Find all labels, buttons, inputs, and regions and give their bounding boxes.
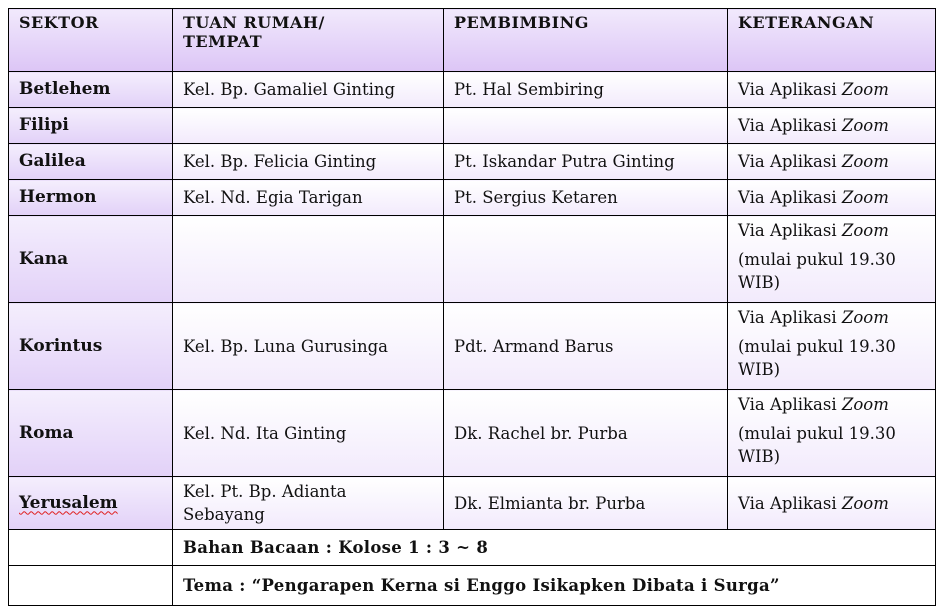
via-label: Via Aplikasi bbox=[738, 80, 837, 99]
sektor-cell: Hermon bbox=[9, 180, 173, 216]
keterangan-cell bbox=[728, 108, 936, 144]
app-name: Zoom bbox=[841, 80, 889, 99]
app-name: Zoom bbox=[841, 188, 889, 207]
table-row bbox=[9, 477, 936, 530]
sektor-cell: Betlehem bbox=[9, 72, 173, 108]
app-name: Zoom bbox=[841, 152, 889, 171]
app-name: Zoom bbox=[841, 493, 889, 513]
bahan-bacaan-text: Bahan Bacaan : Kolose 1 : 3 ~ 8 bbox=[173, 530, 936, 566]
tuan-rumah-cell bbox=[173, 216, 444, 303]
keterangan-cell bbox=[728, 216, 936, 303]
tuan-rumah-cell: Kel. Pt. Bp. Adianta Sebayang bbox=[173, 477, 444, 530]
via-label: Via Aplikasi bbox=[738, 188, 837, 207]
tema-text: Tema : “Pengarapen Kerna si Enggo Isikapken Dibata i Surga” bbox=[173, 566, 936, 606]
sektor-cell bbox=[9, 477, 173, 530]
keterangan-cell bbox=[728, 180, 936, 216]
sektor-cell: Korintus bbox=[9, 303, 173, 390]
via-label: Via Aplikasi bbox=[738, 395, 837, 414]
keterangan-cell bbox=[728, 144, 936, 180]
pembimbing-cell bbox=[444, 216, 728, 303]
pembimbing-cell bbox=[444, 108, 728, 144]
via-label: Via Aplikasi bbox=[738, 152, 837, 171]
table-row bbox=[9, 72, 936, 108]
header-row bbox=[9, 9, 936, 72]
tuan-rumah-cell: Kel. Bp. Luna Gurusinga bbox=[173, 303, 444, 390]
tuan-rumah-cell bbox=[173, 108, 444, 144]
app-name: Zoom bbox=[841, 221, 889, 240]
header-tuan-rumah-line1: TUAN RUMAH/ bbox=[183, 13, 325, 32]
footer-empty-cell bbox=[9, 566, 173, 606]
app-name: Zoom bbox=[841, 395, 889, 414]
table-row bbox=[9, 144, 936, 180]
header-keterangan: KETERANGAN bbox=[728, 9, 936, 72]
keterangan-cell bbox=[728, 72, 936, 108]
via-label: Via Aplikasi bbox=[738, 308, 837, 327]
table-row bbox=[9, 108, 936, 144]
sektor-cell: Roma bbox=[9, 390, 173, 477]
sektor-name: Yerusalem bbox=[19, 492, 118, 513]
table-row bbox=[9, 180, 936, 216]
table-row bbox=[9, 216, 936, 303]
pembimbing-cell: Pt. Hal Sembiring bbox=[444, 72, 728, 108]
tuan-rumah-cell: Kel. Bp. Felicia Ginting bbox=[173, 144, 444, 180]
via-label: Via Aplikasi bbox=[738, 221, 837, 240]
tuan-rumah-cell: Kel. Bp. Gamaliel Ginting bbox=[173, 72, 444, 108]
sektor-cell: Filipi bbox=[9, 108, 173, 144]
via-label: Via Aplikasi bbox=[738, 493, 837, 513]
sektor-cell: Galilea bbox=[9, 144, 173, 180]
schedule-table bbox=[8, 8, 936, 606]
app-name: Zoom bbox=[841, 116, 889, 135]
footer-empty-cell bbox=[9, 530, 173, 566]
pembimbing-cell: Dk. Elmianta br. Purba bbox=[444, 477, 728, 530]
keterangan-cell bbox=[728, 390, 936, 477]
tuan-rumah-cell: Kel. Nd. Ita Ginting bbox=[173, 390, 444, 477]
header-tuan-rumah-line2: TEMPAT bbox=[183, 32, 263, 51]
table-row bbox=[9, 390, 936, 477]
time-note: (mulai pukul 19.30 WIB) bbox=[738, 250, 896, 292]
table-row bbox=[9, 303, 936, 390]
pembimbing-cell: Pt. Iskandar Putra Ginting bbox=[444, 144, 728, 180]
header-pembimbing: PEMBIMBING bbox=[444, 9, 728, 72]
tema-row bbox=[9, 566, 936, 606]
keterangan-cell bbox=[728, 303, 936, 390]
sektor-cell: Kana bbox=[9, 216, 173, 303]
tuan-rumah-cell: Kel. Nd. Egia Tarigan bbox=[173, 180, 444, 216]
keterangan-cell bbox=[728, 477, 936, 530]
via-label: Via Aplikasi bbox=[738, 116, 837, 135]
time-note: (mulai pukul 19.30 WIB) bbox=[738, 337, 896, 379]
pembimbing-cell: Dk. Rachel br. Purba bbox=[444, 390, 728, 477]
header-tuan-rumah bbox=[173, 9, 444, 72]
bahan-bacaan-row bbox=[9, 530, 936, 566]
pembimbing-cell: Pdt. Armand Barus bbox=[444, 303, 728, 390]
header-sektor: SEKTOR bbox=[9, 9, 173, 72]
app-name: Zoom bbox=[841, 308, 889, 327]
time-note: (mulai pukul 19.30 WIB) bbox=[738, 424, 896, 466]
pembimbing-cell: Pt. Sergius Ketaren bbox=[444, 180, 728, 216]
